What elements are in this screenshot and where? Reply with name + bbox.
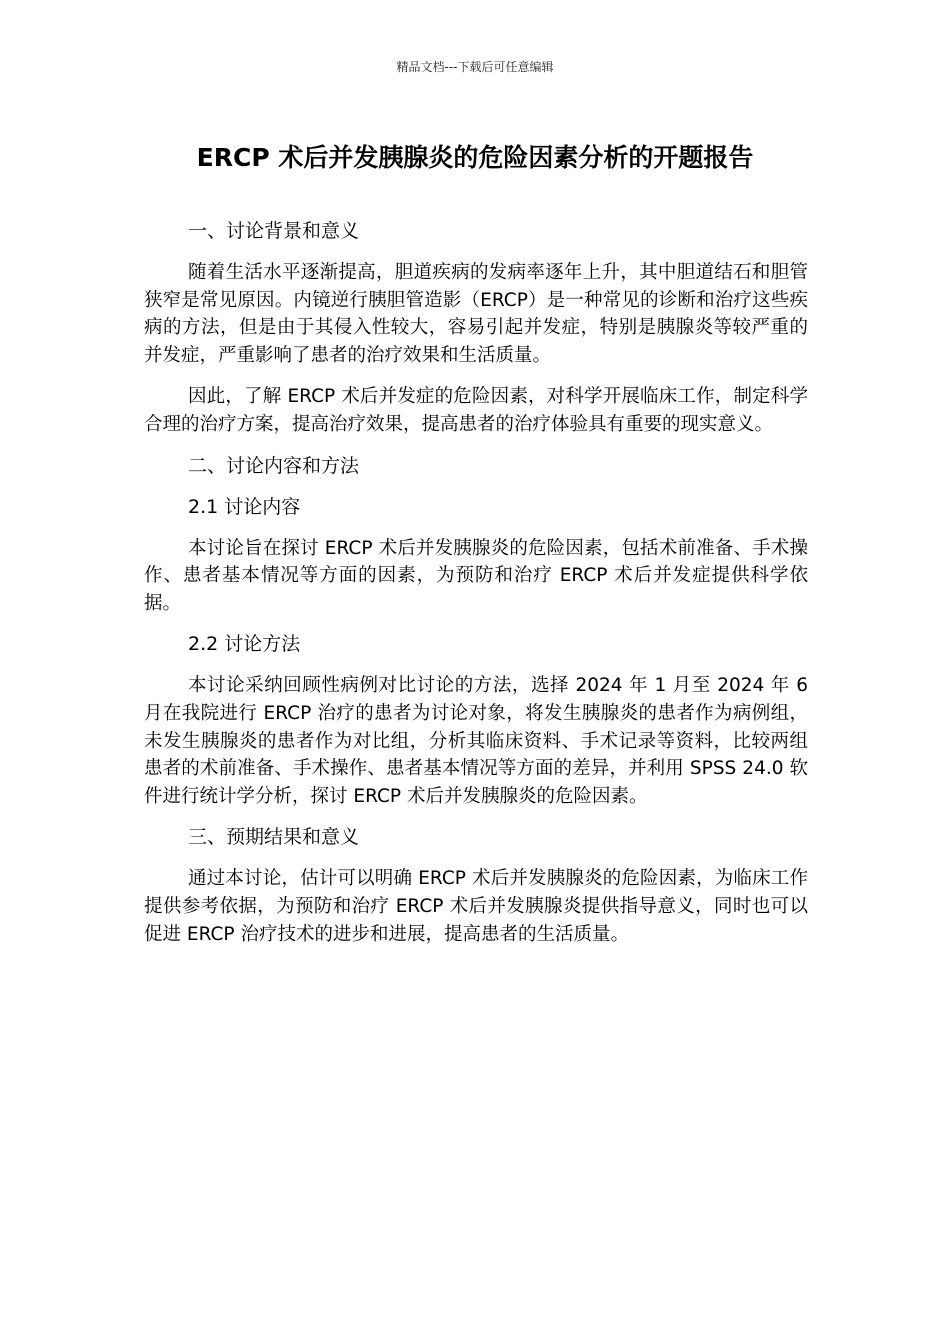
section-heading-expected-results: 三、预期结果和意义 [188,826,360,849]
paragraph-background-1: 随着生活水平逐渐提高，胆道疾病的发病率逐年上升，其中胆道结石和胆管狭窄是常见原因。内镜逆行胰胆管造影（ERCP）是一种常见的诊断和治疗这些疾病的方法，但是由于其侵入性较大，容易引起并发症，特别是胰腺炎等较严重的并发症，严重影响了患者的治疗效果和生活质量。 [144,262,808,366]
subsection-heading-method: 2.2 讨论方法 [188,633,301,656]
document-body [144,218,808,962]
paragraph-method: 本讨论采纳回顾性病例对比讨论的方法，选择 2024 年 1 月至 2024 年 6 月在我院进行 ERCP 治疗的患者为讨论对象，将发生胰腺炎的患者作为病例组，未发生胰腺炎的患者作为对比组，分析其临床资料、手术记录等资料，比较两组患者的术前准备、手术操作、患者基本情况等方面的差异，并利用 SPSS 24.0 软件进行统计学分析，探讨 ERCP 术后并发胰腺炎的危险因素。 [144,675,808,807]
section-heading-background: 一、讨论背景和意义 [188,220,360,242]
section-heading-content-method: 二、讨论内容和方法 [188,454,360,477]
document-title: ERCP 术后并发胰腺炎的危险因素分析的开题报告 [196,143,754,172]
paragraph-background-2: 因此，了解 ERCP 术后并发症的危险因素，对科学开展临床工作，制定科学合理的治疗方案，提高治疗效果，提高患者的治疗体验具有重要的现实意义。 [144,386,808,435]
subsection-heading-content: 2.1 讨论内容 [188,495,301,518]
paragraph-expected-results: 通过本讨论，估计可以明确 ERCP 术后并发胰腺炎的危险因素，为临床工作提供参考依据，为预防和治疗 ERCP 术后并发胰腺炎提供指导意义，同时也可以促进 ERCP 治疗技术的进步和进展，提高患者的生活质量。 [144,868,808,945]
header-note: 精品文档---下载后可任意编辑 [396,60,554,74]
paragraph-content: 本讨论旨在探讨 ERCP 术后并发胰腺炎的危险因素，包括术前准备、手术操作、患者基本情况等方面的因素，为预防和治疗 ERCP 术后并发症提供科学依据。 [144,537,808,614]
